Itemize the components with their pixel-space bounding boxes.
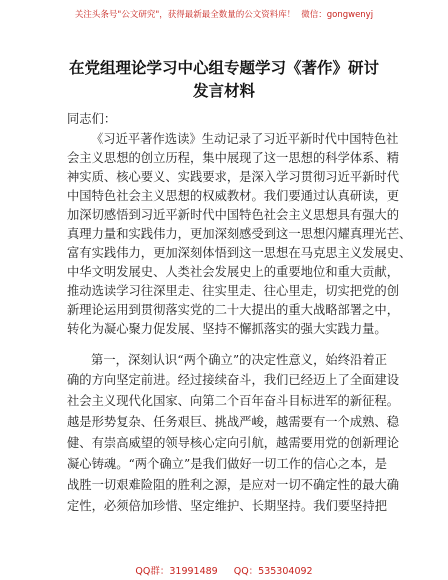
- paragraph-2-line: 第一，深刻认识“两个确立”的决定性意义，始终沿着正: [91, 353, 387, 367]
- footer-qq: QQ：535304092: [233, 566, 313, 577]
- salutation: 同志们：: [67, 112, 117, 126]
- paragraph-1-line: 神实质、核心要义、实践要求，是深入学习贯彻习近平新时代: [67, 170, 400, 184]
- paragraph-1-line: 加深切感悟到习近平新时代中国特色社会主义思想具有强大的: [67, 208, 400, 222]
- paragraph-1-line: 《习近平著作选读》生动记录了习近平新时代中国特色社: [91, 132, 399, 146]
- paragraph-1-line: 中国特色社会主义思想的权威教材。我们要通过认真研读，更: [67, 189, 400, 203]
- paragraph-2-line: 确的方向坚定前进。经过接续奋斗，我们已经迈上了全面建设: [67, 373, 400, 387]
- paragraph-1-line: 转化为凝心聚力促发展、坚持不懈抓落实的强大实践力量。: [67, 322, 387, 336]
- document-title-line-1: 在党组理论学习中心组专题学习《著作》研讨: [68, 58, 379, 77]
- paragraph-2-line: 越是形势复杂、任务艰巨、挑战严峻，越需要有一个成熟、稳: [67, 415, 400, 429]
- paragraph-2-line: 战胜一切艰难险阻的胜利之源，是应对一切不确定性的最大确: [67, 478, 400, 492]
- paragraph-2-line: 定性，必须倍加珍惜、坚定维护、长期坚持。我们要坚持把: [67, 499, 387, 513]
- header-notice: 关注头条号"公文研究"，获得最新最全数量的公文资料库！: [74, 10, 296, 20]
- paragraph-1-line: 富有实践伟力，更加深刻体悟到这一思想在马克思主义发展史、: [67, 246, 412, 260]
- footer-contact: [0, 566, 448, 577]
- paragraph-1-line: 中华文明发展史、人类社会发展史上的重要地位和重大贡献，: [67, 265, 400, 279]
- paragraph-1-line: 新理论运用到贯彻落实党的二十大提出的重大战略部署之中，: [67, 303, 400, 317]
- document-title-line-2: 发言材料: [192, 81, 255, 100]
- header-wechat: 微信：gongwenyj: [301, 10, 374, 20]
- paragraph-1-line: 推动选读学习往深里走、往实里走、往心里走，切实把党的创: [67, 284, 400, 298]
- paragraph-2-line: 社会主义现代化国家、向第二个百年奋斗目标进军的新征程。: [67, 394, 400, 408]
- paragraph-1-line: 会主义思想的创立历程，集中展现了这一思想的科学体系、精: [67, 151, 400, 165]
- paragraph-1-line: 真理力量和实践伟力，更加深刻感受到这一思想闪耀真理光芒、: [67, 227, 412, 241]
- footer-qq-group: QQ群：31991489: [135, 566, 218, 577]
- paragraph-2-line: 健、有崇高威望的领导核心定向引航，越需要用党的创新理论: [67, 436, 400, 450]
- header-banner: [0, 10, 448, 20]
- paragraph-2-line: 凝心铸魂。“两个确立”是我们做好一切工作的信心之本，是: [67, 457, 387, 471]
